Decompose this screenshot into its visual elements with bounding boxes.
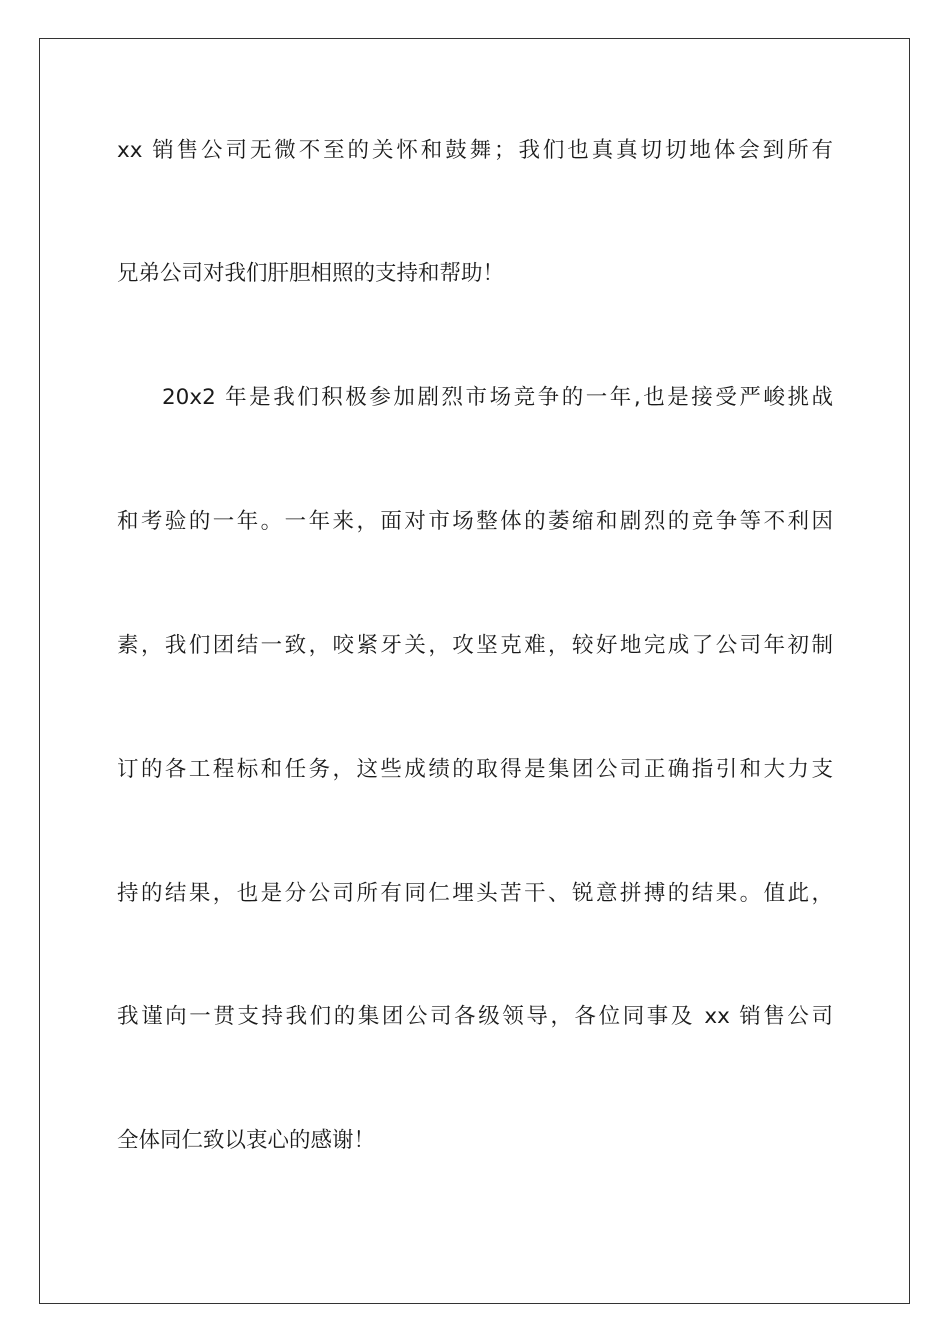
text-line-7: 持的结果，也是分公司所有同仁埋头苦干、锐意拼搏的结果。值此， [117, 881, 833, 906]
text-line-9: 全体同仁致以衷心的感谢！ [117, 1128, 376, 1153]
text-line-4: 和考验的一年。一年来，面对市场整体的萎缩和剧烈的竞争等不利因 [117, 509, 833, 534]
text-line-8: 我谨向一贯支持我们的集团公司各级领导，各位同事及 xx 销售公司 [117, 1004, 833, 1029]
text-line-3: 20x2 年是我们积极参加剧烈市场竞争的一年,也是接受严峻挑战 [162, 385, 833, 410]
text-line-6: 订的各工程标和任务，这些成绩的取得是集团公司正确指引和大力支 [117, 757, 833, 782]
text-line-5: 素，我们团结一致，咬紧牙关，攻坚克难，较好地完成了公司年初制 [117, 633, 833, 658]
text-line-1: xx 销售公司无微不至的关怀和鼓舞；我们也真真切切地体会到所有 [117, 138, 833, 163]
text-line-2: 兄弟公司对我们肝胆相照的支持和帮助！ [117, 261, 505, 286]
page-frame [39, 38, 910, 1304]
